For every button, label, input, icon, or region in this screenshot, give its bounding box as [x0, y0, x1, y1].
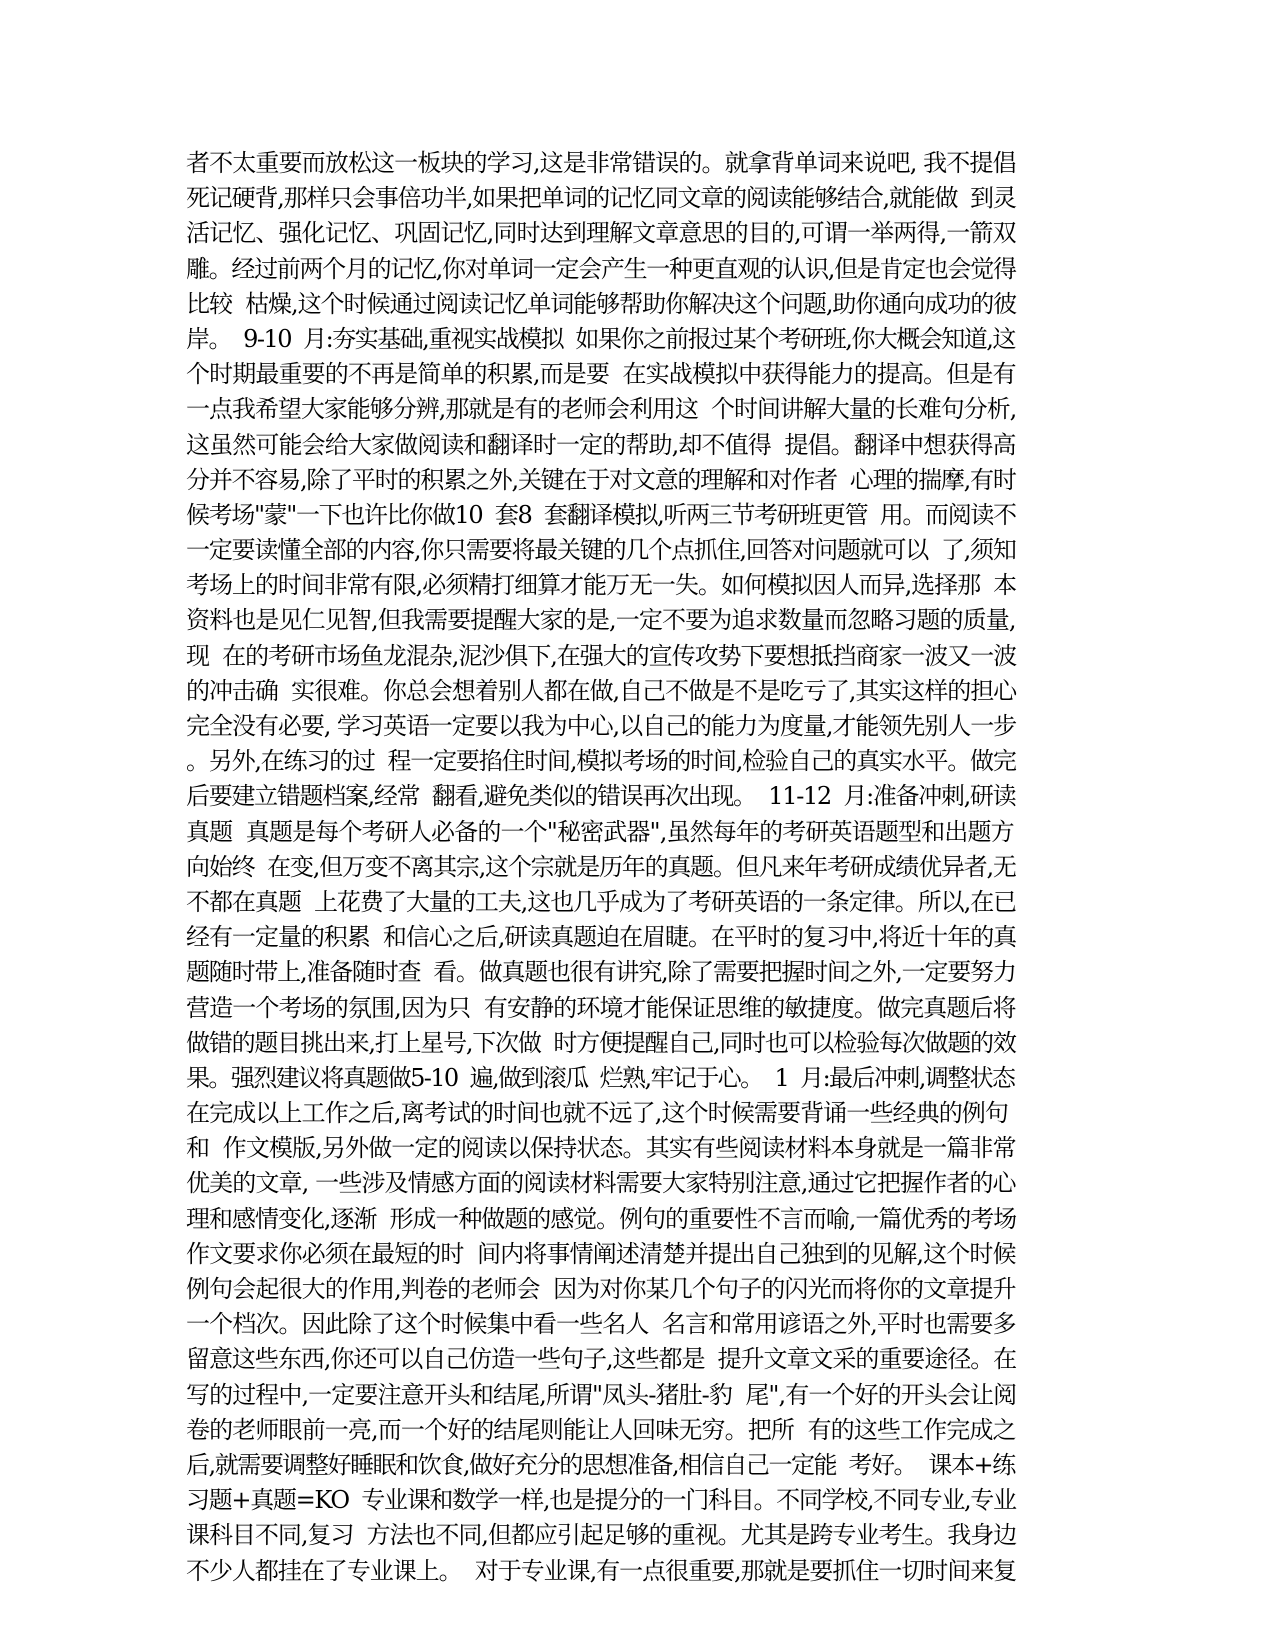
text-line: 课科目不同,复习 方法也不同,但都应引起足够的重视。尤其是跨专业考生。我身边: [186, 1521, 1017, 1550]
text-line: 活记忆、强化记忆、巩固记忆,同时达到理解文章意思的目的,可谓一举两得,一箭双: [186, 219, 1016, 248]
text-line: 比较 枯燥,这个时候通过阅读记忆单词能够帮助你解决这个问题,助你通向成功的彼: [186, 289, 1017, 318]
text-line: 题随时带上,准备随时查 看。做真题也很有讲究,除了需要把握时间之外,一定要努力: [186, 958, 1016, 987]
text-line: 一点我希望大家能够分辨,那就是有的老师会利用这 个时间讲解大量的长难句分析,: [186, 395, 1017, 424]
text-line: 死记硬背,那样只会事倍功半,如果把单词的记忆同文章的阅读能够结合,就能做 到灵: [186, 184, 1016, 213]
text-line: 后要建立错题档案,经常 翻看,避免类似的错误再次出现。 11-12 月:准备冲刺,研读: [186, 782, 1016, 811]
text-line: 个时期最重要的不再是简单的积累,而是要 在实战模拟中获得能力的提高。但是有: [186, 360, 1016, 389]
text-line: 经有一定量的积累 和信心之后,研读真题迫在眉睫。在平时的复习中,将近十年的真: [186, 923, 1017, 952]
text-line: 资料也是见仁见智,但我需要提醒大家的是,一定不要为追求数量而忽略习题的质量,: [186, 606, 1016, 635]
text-line: 候考场"蒙"一下也许比你做10 套8 套翻译模拟,听两三节考研班更管 用。而阅读不: [186, 500, 1016, 529]
text-line: 真题 真题是每个考研人必备的一个"秘密武器",虽然每年的考研英语题型和出题方: [186, 817, 1014, 846]
text-line: 例句会起很大的作用,判卷的老师会 因为对你某几个句子的闪光而将你的文章提升: [186, 1275, 1016, 1303]
text-line: 这虽然可能会给大家做阅读和翻译时一定的帮助,却不值得 提倡。翻译中想获得高: [186, 430, 1016, 459]
text-line: 后,就需要调整好睡眠和饮食,做好充分的思想准备,相信自己一定能 考好。 课本+练: [186, 1450, 1015, 1479]
text-line: 完全没有必要, 学习英语一定要以我为中心,以自己的能力为度量,才能领先别人一步: [186, 712, 1017, 740]
text-line: 在完成以上工作之后,离考试的时间也就不远了,这个时候需要背诵一些经典的例句: [186, 1099, 1009, 1128]
text-line: 做错的题目挑出来,打上星号,下次做 时方便提醒自己,同时也可以检验每次做题的效: [186, 1028, 1016, 1057]
text-line: 岸。 9-10 月:夯实基础,重视实战模拟 如果你之前报过某个考研班,你大概会知道,这: [186, 324, 1015, 353]
text-line: 现 在的考研市场鱼龙混杂,泥沙俱下,在强大的宣传攻势下要想抵挡商家一波又一波: [186, 641, 1017, 670]
text-line: 的冲击确 实很难。你总会想着别人都在做,自己不做是不是吃亏了,其实这样的担心: [186, 676, 1017, 705]
text-line: 写的过程中,一定要注意开头和结尾,所谓"凤头-猪肚-豹 尾",有一个好的开头会让阅: [186, 1380, 1017, 1409]
text-line: 分并不容易,除了平时的积累之外,关键在于对文意的理解和对作者 心理的揣摩,有时: [186, 465, 1016, 494]
text-line: 作文要求你必须在最短的时 间内将事情阐述清楚并提出自己独到的见解,这个时候: [186, 1239, 1016, 1268]
body-text: [186, 146, 1086, 1589]
text-line: 者不太重要而放松这一板块的学习,这是非常错误的。就拿背单词来说吧, 我不提倡: [186, 149, 1016, 177]
text-line: 考场上的时间非常有限,必须精打细算才能万无一失。如何模拟因人而异,选择那 本: [186, 571, 1017, 600]
text-line: 卷的老师眼前一亮,而一个好的结尾则能让人回味无穷。把所 有的这些工作完成之: [186, 1415, 1016, 1444]
text-line: 不都在真题 上花费了大量的工夫,这也几乎成为了考研英语的一条定律。所以,在已: [186, 887, 1017, 916]
text-line: 和 作文模版,另外做一定的阅读以保持状态。其实有些阅读材料本身就是一篇非常: [186, 1134, 1016, 1163]
text-line: 一定要读懂全部的内容,你只需要将最关键的几个点抓住,回答对问题就可以 了,须知: [186, 536, 1016, 565]
text-line: 营造一个考场的氛围,因为只 有安静的环境才能保证思维的敏捷度。做完真题后将: [186, 993, 1016, 1022]
text-line: 不少人都挂在了专业课上。 对于专业课,有一点很重要,那就是要抓住一切时间来复: [186, 1556, 1017, 1585]
text-line: 理和感情变化,逐渐 形成一种做题的感觉。例句的重要性不言而喻,一篇优秀的考场: [186, 1204, 1017, 1233]
text-line: 留意这些东西,你还可以自己仿造一些句子,这些都是 提升文章文采的重要途径。在: [186, 1345, 1017, 1374]
text-line: 果。强烈建议将真题做5-10 遍,做到滚瓜 烂熟,牢记于心。 1 月:最后冲刺,调整状态: [186, 1063, 1015, 1092]
text-line: 习题+真题=KO 专业课和数学一样,也是提分的一门科目。不同学校,不同专业,专业: [186, 1486, 1016, 1515]
text-line: 一个档次。因此除了这个时候集中看一些名人 名言和常用谚语之外,平时也需要多: [186, 1310, 1016, 1339]
text-line: 向始终 在变,但万变不离其宗,这个宗就是历年的真题。但凡来年考研成绩优异者,无: [186, 852, 1016, 881]
text-line: 。另外,在练习的过 程一定要掐住时间,模拟考场的时间,检验自己的真实水平。做完: [186, 747, 1016, 776]
text-line: 雕。经过前两个月的记忆,你对单词一定会产生一种更直观的认识,但是肯定也会觉得: [186, 254, 1016, 283]
text-line: 优美的文章, 一些涉及情感方面的阅读材料需要大家特别注意,通过它把握作者的心: [186, 1169, 1016, 1198]
